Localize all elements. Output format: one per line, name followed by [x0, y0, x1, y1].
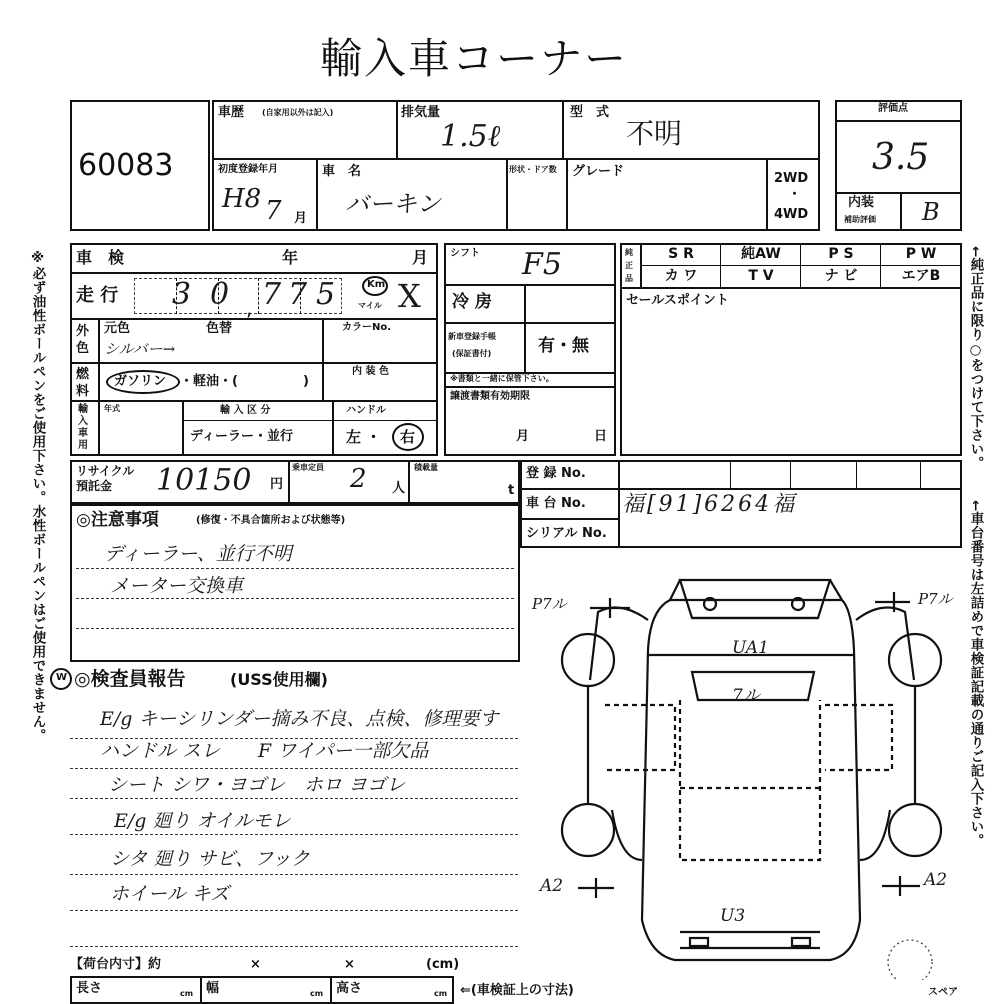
interior-sub-label: 補助評価 — [844, 215, 876, 224]
drive-dot: ・ — [788, 187, 802, 202]
recycle-value: 10150 — [156, 463, 252, 498]
mileage-digit-1: 3 — [172, 277, 192, 312]
side-note-left: ※必ず油性ボールペンをご使用下さい。水性ボールペンはご使用できません。 — [29, 250, 46, 743]
equip-tv: T V — [748, 268, 774, 284]
month-unit: 月 — [294, 211, 308, 226]
import-side-label: 輸 入 車 用 — [78, 404, 88, 451]
color-change-label: 色替 — [206, 321, 233, 336]
keep-note: ※書類と一緒に保管下さい。 — [450, 374, 554, 383]
capacity-label: 乗車定員 — [292, 463, 324, 472]
mileage-digit-2: 0 — [210, 277, 230, 312]
report-line-2: ハンドル スレ F ワイパー一部欠品 — [100, 740, 429, 762]
capacity-unit: 人 — [392, 481, 406, 496]
mark-glass: 7ル — [732, 686, 760, 706]
first-registration-label: 初度登録年月 — [218, 164, 278, 175]
lot-number: 60083 — [78, 148, 174, 183]
report-line-3: シート シワ・ヨゴレ ホロ ヨゴレ — [108, 774, 406, 796]
color-orig-label: 元色 — [104, 321, 131, 336]
handle-label: ハンドル — [346, 405, 386, 416]
side-note-right-2: ←車台番号は左詰めで車検証記載の通りご記入下さい。 — [967, 500, 984, 848]
car-diagram — [530, 560, 970, 980]
handle-left: 左 — [346, 428, 362, 446]
report-line-4: E/g 廻り オイルモレ — [114, 810, 291, 832]
chassis-no-value: 福[91]6264福 — [622, 492, 798, 517]
width-label: 幅 — [206, 981, 220, 996]
shift-value: F5 — [522, 247, 562, 282]
equip-ps: P S — [828, 246, 854, 262]
spare-label: スペア — [928, 987, 958, 998]
doc-expiry-label: 譲渡書類有効期限 — [450, 391, 530, 402]
ac-label: 冷 房 — [452, 292, 492, 312]
load-unit: t — [508, 483, 515, 498]
cargo-arrow-note: ⇐(車検証上の寸法) — [460, 983, 574, 998]
shift-label: シフト — [450, 248, 480, 259]
cargo-x2: × — [344, 957, 355, 972]
car-name-label: 車 名 — [322, 164, 362, 179]
mark-right-bottom: A2 — [924, 870, 948, 890]
rating-label: 評価点 — [878, 103, 908, 114]
fuel-side-label: 燃 料 — [76, 367, 90, 399]
history-label: 車歴 — [218, 105, 245, 120]
report-label: ◎検査員報告 — [74, 668, 186, 690]
import-year-label: 年式 — [104, 404, 120, 413]
height-label: 高さ — [336, 981, 363, 996]
equip-aw: 純AW — [741, 246, 781, 262]
cargo-unit: (cm) — [426, 957, 460, 972]
report-sub: (USS使用欄) — [230, 670, 328, 689]
shape-door-label: 形状・ドア数 — [509, 165, 557, 174]
genuine-label: 純 正 品 — [625, 248, 633, 283]
import-class-label: 輸 入 区 分 — [220, 405, 271, 416]
unit-mile: マイル — [358, 301, 382, 310]
serial-no-label: シリアル No. — [526, 526, 607, 541]
new-reg-label-1: 新車登録手帳 — [448, 332, 496, 341]
color-code-label: カラーNo. — [342, 322, 392, 333]
report-line-1: E/g キーシリンダー摘み不良、点検、修理要す — [100, 708, 499, 730]
doc-month: 月 — [516, 429, 530, 444]
color-side-label: 外 色 — [76, 324, 90, 356]
handle-dot: ・ — [366, 428, 382, 446]
mileage-label: 走 行 — [76, 285, 119, 306]
handle-right: 右 — [400, 428, 416, 446]
interior-color-label: 内 装 色 — [352, 366, 389, 377]
side-note-right-1: ←純正品に限り○をつけて下さい。 — [967, 246, 984, 471]
height-cm: cm — [434, 989, 448, 998]
equip-leather: カ ワ — [664, 268, 698, 284]
cargo-label: 【荷台内寸】約 — [70, 957, 162, 972]
new-reg-label-2: (保証書付) — [452, 349, 492, 358]
note-line-1: ディーラー、並行不明 — [104, 543, 292, 565]
recycle-label-2: 預託金 — [76, 479, 113, 493]
rating-value: 3.5 — [872, 137, 930, 178]
mark-right-top: P7ル — [918, 590, 953, 608]
report-check-mark: W — [56, 672, 68, 683]
model-value: 不明 — [626, 117, 683, 150]
length-label: 長さ — [76, 981, 103, 996]
notes-label: ◎注意事項 — [76, 510, 159, 530]
notes-sub: (修復・不具合箇所および状態等) — [196, 515, 346, 526]
interior-value: B — [922, 198, 940, 226]
doc-day: 日 — [594, 429, 608, 444]
page-title: 輸入車コーナー — [320, 34, 629, 83]
note-line-2: メーター交換車 — [110, 575, 244, 597]
inspection-label: 車 検 — [76, 248, 125, 267]
mileage-mark-x: X — [398, 277, 421, 315]
mileage-digit-5: 5 — [316, 277, 336, 312]
history-note: (自家用以外は記入) — [262, 108, 334, 117]
equip-pw: P W — [905, 246, 937, 262]
interior-label: 内装 — [848, 195, 875, 210]
first-registration-year: H8 — [222, 184, 262, 214]
equip-airbag: エアB — [901, 268, 941, 284]
mark-left-top: P7ル — [532, 595, 567, 613]
mark-hood: UA1 — [732, 638, 769, 658]
drive-2wd: 2WD — [774, 171, 809, 186]
inspection-month-label: 月 — [412, 248, 429, 267]
recycle-label-1: リサイクル — [76, 464, 135, 478]
recycle-unit: 円 — [270, 477, 284, 492]
mark-rear: U3 — [720, 906, 746, 926]
grade-label: グレード — [572, 164, 625, 179]
import-class-value: ディーラー・並行 — [190, 429, 293, 444]
displacement-label: 排気量 — [401, 105, 441, 120]
unit-km: Km — [367, 279, 386, 290]
inspection-year-label: 年 — [282, 248, 299, 267]
load-label: 積載量 — [414, 463, 438, 472]
report-line-5: シタ 廻り サビ、フック — [110, 848, 310, 870]
chassis-no-label: 車 台 No. — [526, 496, 586, 511]
length-cm: cm — [180, 989, 194, 998]
sales-point-label: セールスポイント — [626, 293, 729, 308]
displacement-value: 1.5ℓ — [440, 119, 501, 154]
mileage-digit-4: 7 — [288, 277, 308, 312]
drive-4wd: 4WD — [774, 207, 809, 222]
car-name-value: バーキン — [345, 190, 441, 218]
fuel-gasoline: ガソリン — [114, 374, 167, 389]
mileage-comma: , — [246, 296, 253, 320]
color-value: シルバー→ — [104, 340, 176, 358]
mileage-digit-3: 7 — [262, 277, 282, 312]
new-reg-value: 有・無 — [538, 336, 589, 356]
model-label: 型 式 — [570, 105, 610, 120]
report-line-6: ホイール キズ — [110, 883, 230, 905]
equip-navi: ナ ビ — [824, 268, 858, 284]
reg-no-label: 登 録 No. — [526, 466, 586, 481]
equip-sr: S R — [668, 246, 694, 262]
cargo-x1: × — [250, 957, 261, 972]
width-cm: cm — [310, 989, 324, 998]
fuel-diesel: ・軽油・( ) — [180, 374, 309, 389]
capacity-value: 2 — [350, 464, 367, 494]
mark-left-bottom: A2 — [540, 876, 564, 896]
first-registration-month: 7 — [265, 196, 282, 226]
